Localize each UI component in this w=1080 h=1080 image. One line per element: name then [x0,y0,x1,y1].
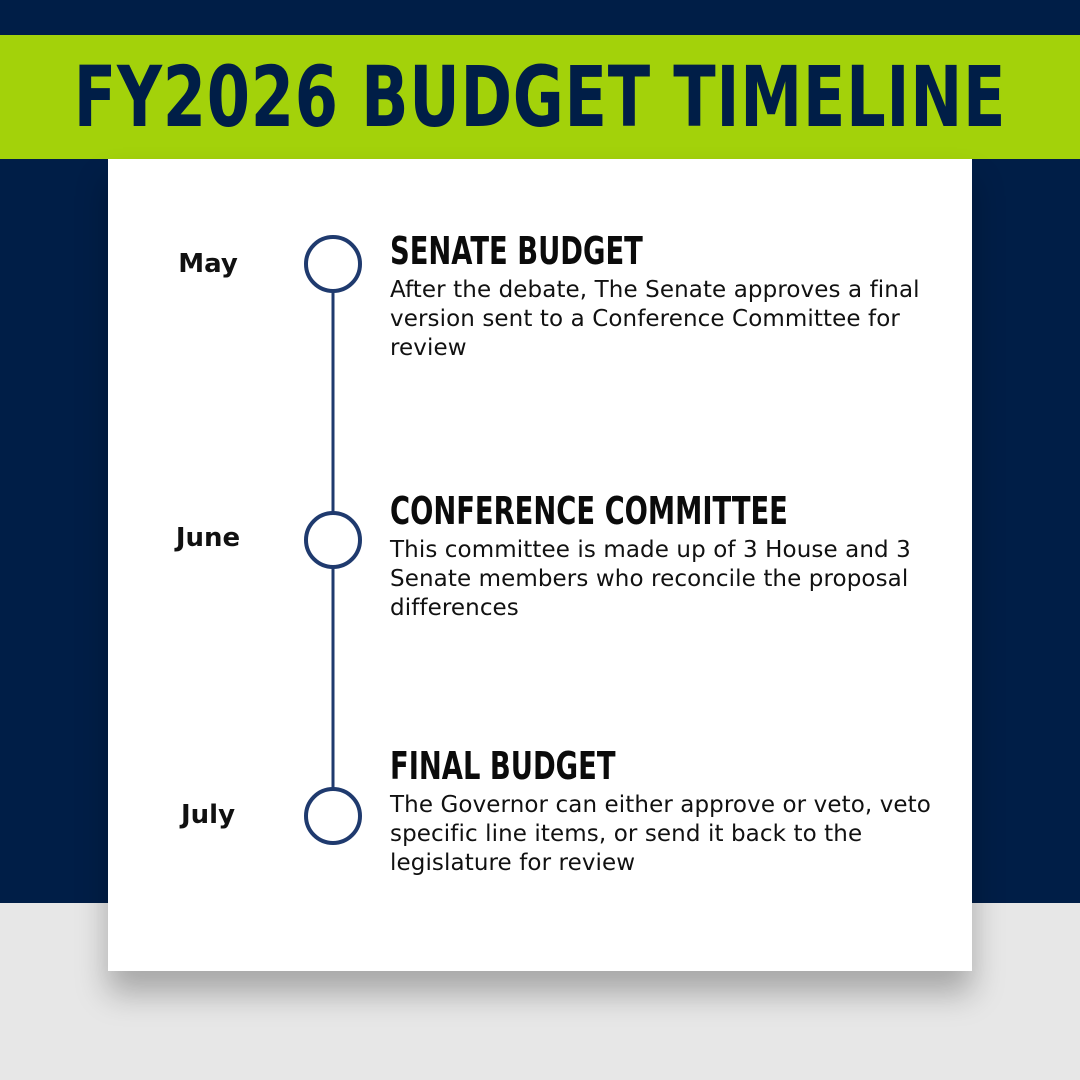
month-label-june: June [175,523,241,553]
step-title-final-budget: FINAL BUDGET [390,744,616,788]
month-label-july: July [180,800,236,830]
page-title: FY2026 BUDGET TIMELINE [73,48,1007,146]
timeline-node-july [306,789,360,843]
month-label-may: May [178,249,238,279]
step-title-senate-budget: SENATE BUDGET [390,229,643,273]
step-description-senate-budget: After the debate, The Senate approves a final version sent to a Conference Committee for review [390,277,920,361]
timeline-node-june [306,513,360,567]
timeline-node-may [306,237,360,291]
step-description-conference-committee: This committee is made up of 3 House and 3 Senate members who reconcile the proposal differences [390,537,911,621]
step-title-conference-committee: CONFERENCE COMMITTEE [390,489,788,533]
step-description-final-budget: The Governor can either approve or veto, veto specific line items, or send it back to the legislature for review [390,792,931,876]
